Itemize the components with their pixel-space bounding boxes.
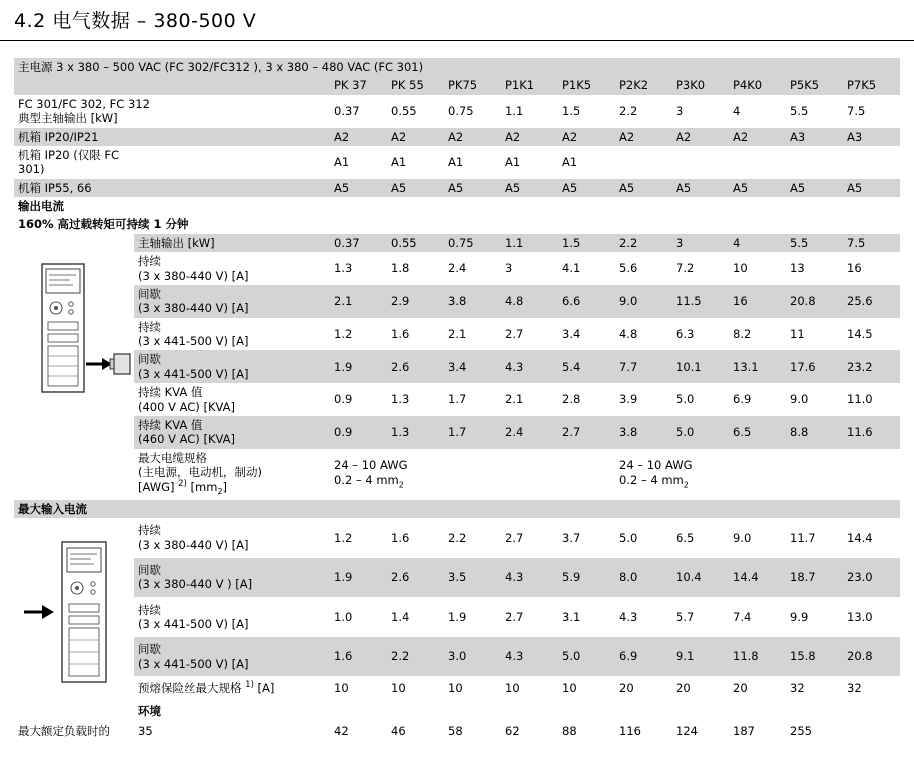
cell: 17.6 [790, 359, 816, 374]
cell: 10.1 [676, 359, 702, 374]
table-row [14, 350, 900, 383]
cell: 255 [790, 723, 812, 738]
cell: 18.7 [790, 570, 816, 585]
cell: A2 [505, 129, 521, 144]
cable-left-mm2: 0.2 – 4 $mm_2$ [334, 472, 404, 489]
cell: 2.2 [391, 649, 410, 664]
electrical-data-table [14, 58, 900, 740]
cell: A2 [448, 129, 464, 144]
cell: 0.37 [334, 103, 360, 118]
section-label: 输出电流 [18, 199, 64, 213]
cell: 2.7 [562, 425, 581, 440]
cell: 2.6 [391, 359, 410, 374]
cell: 1.5 [562, 103, 581, 118]
table-row [14, 285, 900, 318]
cell: 1.8 [391, 261, 410, 276]
cell: 9.0 [790, 392, 809, 407]
cell: 0.9 [334, 392, 353, 407]
row-label [134, 449, 330, 500]
table-row-cable [14, 449, 900, 500]
cell: 23.2 [847, 359, 873, 374]
cell: 0.9 [334, 425, 353, 440]
cell: 32 [790, 680, 805, 695]
cell: 6.6 [562, 294, 581, 309]
cell: 2.4 [448, 261, 467, 276]
cell: 1.1 [505, 235, 524, 250]
cell: 3.9 [619, 392, 638, 407]
cell: 25.6 [847, 294, 873, 309]
cell: 8.0 [619, 570, 638, 585]
cell: 2.7 [505, 326, 524, 341]
cell: 3.8 [448, 294, 467, 309]
cell: 1.9 [334, 570, 353, 585]
col-header: P4K0 [733, 78, 763, 93]
cell: 7.5 [847, 235, 866, 250]
cell: 3 [676, 235, 684, 250]
table-row [14, 95, 900, 128]
cell: 14.5 [847, 326, 873, 341]
cell: 8.8 [790, 425, 809, 440]
row-label: 主轴输出 [kW] [138, 235, 215, 250]
frequency-converter-motor-icon [18, 242, 136, 492]
cell: 1.4 [391, 609, 410, 624]
cell: 15.8 [790, 649, 816, 664]
cell: 20 [733, 680, 748, 695]
col-header: P2K2 [619, 78, 649, 93]
cable-right-awg: 24 – 10 AWG [619, 458, 693, 473]
cell [672, 146, 729, 179]
cell: 20 [676, 680, 691, 695]
cell: A5 [619, 180, 635, 195]
cell: 4 [733, 103, 741, 118]
cell: A5 [334, 180, 350, 195]
cell: 10 [505, 680, 520, 695]
table-row [14, 128, 900, 146]
row-label: 间歇 (3 x 441-500 V) [A] [138, 642, 249, 671]
cell: 1.6 [391, 530, 410, 545]
table-row [14, 597, 900, 637]
cell: 1.2 [334, 326, 353, 341]
row-label: 持续 (3 x 441-500 V) [A] [138, 602, 249, 631]
cell: 6.3 [676, 326, 695, 341]
cell: 4.1 [562, 261, 581, 276]
cell: 58 [448, 723, 463, 738]
table-row [14, 234, 900, 252]
cell [786, 146, 843, 179]
cell: 13 [790, 261, 805, 276]
cell: 10 [334, 680, 349, 695]
cell: 7.5 [847, 103, 866, 118]
drive-illustration-input [14, 518, 134, 722]
cell: 10 [562, 680, 577, 695]
cable-group-right [615, 449, 900, 500]
cell: 9.0 [733, 530, 752, 545]
cell: A1 [562, 155, 578, 170]
title-divider [0, 40, 914, 41]
cell: 5.0 [562, 649, 581, 664]
cell: 20.8 [790, 294, 816, 309]
table-row [14, 252, 900, 285]
cell: A5 [676, 180, 692, 195]
col-header: P3K0 [676, 78, 706, 93]
section-max-input-current [14, 500, 900, 518]
cell: 3.8 [619, 425, 638, 440]
cell: 1.3 [334, 261, 353, 276]
cell: 20 [619, 680, 634, 695]
cell: 1.2 [334, 530, 353, 545]
cell: 3.7 [562, 530, 581, 545]
cell: 1.6 [391, 326, 410, 341]
cell: A1 [334, 155, 350, 170]
cell: 9.1 [676, 649, 695, 664]
cell: 16 [733, 294, 748, 309]
cell: 20.8 [847, 649, 873, 664]
cell: 5.0 [619, 530, 638, 545]
cell: 0.55 [391, 103, 417, 118]
section-label: 环境 [138, 703, 161, 718]
row-label: 机箱 IP55, 66 [18, 180, 92, 195]
cell: 3.0 [448, 649, 467, 664]
cell: 1.7 [448, 392, 467, 407]
cell: 14.4 [733, 570, 759, 585]
cell: 5.7 [676, 609, 695, 624]
cell: 5.5 [790, 103, 809, 118]
cell: 14.4 [847, 530, 873, 545]
cell: A3 [790, 129, 806, 144]
col-header: PK 37 [334, 78, 367, 93]
cell: 11.0 [847, 392, 873, 407]
col-header: PK75 [448, 78, 478, 93]
cell: 1.7 [448, 425, 467, 440]
table-row [14, 179, 900, 197]
page-title: 4.2 电气数据 – 380-500 V [14, 10, 257, 32]
cell: 4.8 [619, 326, 638, 341]
table-row [14, 676, 900, 699]
cell: 3.4 [562, 326, 581, 341]
cable-right-mm2: 0.2 – 4 $mm_2$ [619, 472, 689, 489]
cell: 11 [790, 326, 805, 341]
cell [615, 146, 672, 179]
cell: 4.3 [505, 570, 524, 585]
col-header: P5K5 [790, 78, 820, 93]
cell: 6.5 [676, 530, 695, 545]
cell: 0.55 [391, 235, 417, 250]
col-header: P7K5 [847, 78, 877, 93]
cell: 62 [505, 723, 520, 738]
cell: 3.4 [448, 359, 467, 374]
row-label: 机箱 IP20 (仅限 FC 301) [18, 147, 120, 177]
cell: A2 [562, 129, 578, 144]
cell: 10 [733, 261, 748, 276]
cell: 9.0 [619, 294, 638, 309]
cell: 11.7 [790, 530, 816, 545]
row-label: 持续 (3 x 380-440 V) [A] [138, 523, 249, 552]
cell: 2.6 [391, 570, 410, 585]
table-row [14, 383, 900, 416]
cell: 4.3 [619, 609, 638, 624]
cell: 2.4 [505, 425, 524, 440]
table-caption-row [14, 58, 900, 76]
table-header-row [14, 76, 900, 94]
cell: 2.1 [334, 294, 353, 309]
cell: 6.9 [733, 392, 752, 407]
cell: 16 [847, 261, 862, 276]
row-label: 持续 (3 x 441-500 V) [A] [138, 319, 249, 348]
cable-group-left [330, 449, 615, 500]
cell: 4.3 [505, 649, 524, 664]
cell: 2.8 [562, 392, 581, 407]
cell: 2.7 [505, 609, 524, 624]
section-output-current-sub [14, 215, 900, 233]
row-label: 间歇 (3 x 380-440 V ) [A] [138, 562, 253, 592]
cell: 5.5 [790, 235, 809, 250]
section-environment [14, 700, 900, 722]
cell: 0.75 [448, 235, 474, 250]
cell: A1 [391, 155, 407, 170]
cell: 10 [448, 680, 463, 695]
cell: 1.5 [562, 235, 581, 250]
electrical-data-table-wrapper [14, 58, 900, 740]
table-row [14, 637, 900, 677]
cell: 0.37 [334, 235, 360, 250]
row-label: 机箱 IP20/IP21 [18, 129, 99, 144]
cell: 5.4 [562, 359, 581, 374]
cable-label-line3: [AWG] $^{2)}$ $[mm_2]$ [138, 479, 228, 497]
header-blank [14, 76, 330, 94]
row-label: FC 301/FC 302, FC 312 典型主轴输出 [kW] [18, 96, 150, 126]
cell: 2.1 [505, 392, 524, 407]
cell: 6.5 [733, 425, 752, 440]
cell: 3 [676, 103, 684, 118]
cell: A3 [847, 129, 863, 144]
frequency-converter-input-icon [18, 520, 136, 720]
cell: 1.3 [391, 425, 410, 440]
cell: 23.0 [847, 570, 873, 585]
cell: 2.7 [505, 530, 524, 545]
cell: A2 [391, 129, 407, 144]
cell: A5 [847, 180, 863, 195]
cable-label-line2: (主电源，电动机，制动) [138, 465, 262, 479]
table-caption: 主电源 3 x 380 – 500 VAC (FC 302/FC312 ), 3 x 380 – 480 VAC (FC 301) [18, 60, 424, 74]
cell: 7.4 [733, 609, 752, 624]
cell: 35 [138, 723, 153, 738]
cell: 1.9 [448, 609, 467, 624]
cell: 5.6 [619, 261, 638, 276]
cell: A2 [676, 129, 692, 144]
cell: 2.9 [391, 294, 410, 309]
table-row [14, 518, 900, 558]
cell: 187 [733, 723, 755, 738]
cell: 4.3 [505, 359, 524, 374]
cell: 11.6 [847, 425, 873, 440]
row-label: 持续 (3 x 380-440 V) [A] [138, 254, 249, 283]
section-sublabel: 160% 高过载转矩可持续 1 分钟 [18, 217, 189, 232]
row-label: 持续 KVA 值 (400 V AC) [KVA] [138, 385, 235, 414]
cell: 2.2 [448, 530, 467, 545]
table-row [14, 318, 900, 351]
cell: A1 [448, 155, 464, 170]
cell: 13.0 [847, 609, 873, 624]
cell: A5 [391, 180, 407, 195]
cell: A1 [505, 155, 521, 170]
cell: 1.1 [505, 103, 524, 118]
cell: 3 [505, 261, 513, 276]
cell: 10 [391, 680, 406, 695]
cell: A5 [790, 180, 806, 195]
drive-illustration-motor [14, 234, 134, 500]
table-row [14, 722, 900, 740]
cell: 6.9 [619, 649, 638, 664]
cell: 0.75 [448, 103, 474, 118]
cell: 4.8 [505, 294, 524, 309]
row-label: 预熔保险丝最大规格 $^{1)}$ [A] [138, 680, 275, 696]
cell: 2.2 [619, 103, 638, 118]
cell: 5.9 [562, 570, 581, 585]
cell: 42 [334, 723, 349, 738]
section-output-current [14, 197, 900, 215]
cell: A5 [505, 180, 521, 195]
cell: A5 [562, 180, 578, 195]
cell: 3.1 [562, 609, 581, 624]
section-label: 最大输入电流 [18, 501, 87, 516]
cell: 46 [391, 723, 406, 738]
cell: 2.1 [448, 326, 467, 341]
cell: 1.9 [334, 359, 353, 374]
cell [729, 146, 786, 179]
cell: 5.0 [676, 425, 695, 440]
cell [843, 146, 900, 179]
cell: 5.0 [676, 392, 695, 407]
row-label: 间歇 (3 x 380-440 V) [A] [138, 286, 249, 316]
cell: 8.2 [733, 326, 752, 341]
table-row [14, 558, 900, 598]
cell: 7.2 [676, 261, 695, 276]
cell: 3.5 [448, 570, 467, 585]
cell: 88 [562, 723, 577, 738]
row-label: 最大额定负载时的 [18, 723, 110, 738]
cell: 1.0 [334, 609, 353, 624]
row-label: 间歇 (3 x 441-500 V) [A] [138, 352, 249, 381]
cell: 13.1 [733, 359, 759, 374]
col-header: P1K1 [505, 78, 535, 93]
cell: 124 [676, 723, 698, 738]
cell: 32 [847, 680, 862, 695]
cell: 11.5 [676, 294, 702, 309]
cell: 1.3 [391, 392, 410, 407]
row-label: 持续 KVA 值 (460 V AC) [KVA] [138, 417, 235, 447]
cell: 11.8 [733, 649, 759, 664]
cell: A2 [619, 129, 635, 144]
cable-label-line1: 最大电缆规格 [138, 450, 207, 465]
cell: 9.9 [790, 609, 809, 624]
cell: A2 [733, 129, 749, 144]
cell: 7.7 [619, 359, 638, 374]
cell: A5 [448, 180, 464, 195]
cell: 10.4 [676, 570, 702, 585]
cell: A5 [733, 180, 749, 195]
table-row [14, 146, 900, 179]
cell: 4 [733, 235, 741, 250]
table-row [14, 416, 900, 449]
cell: 116 [619, 723, 641, 738]
cell: 2.2 [619, 235, 638, 250]
cell: 1.6 [334, 649, 353, 664]
col-header: PK 55 [391, 78, 424, 93]
col-header: P1K5 [562, 78, 592, 93]
cable-left-awg: 24 – 10 AWG [334, 458, 408, 473]
cell: A2 [334, 129, 350, 144]
